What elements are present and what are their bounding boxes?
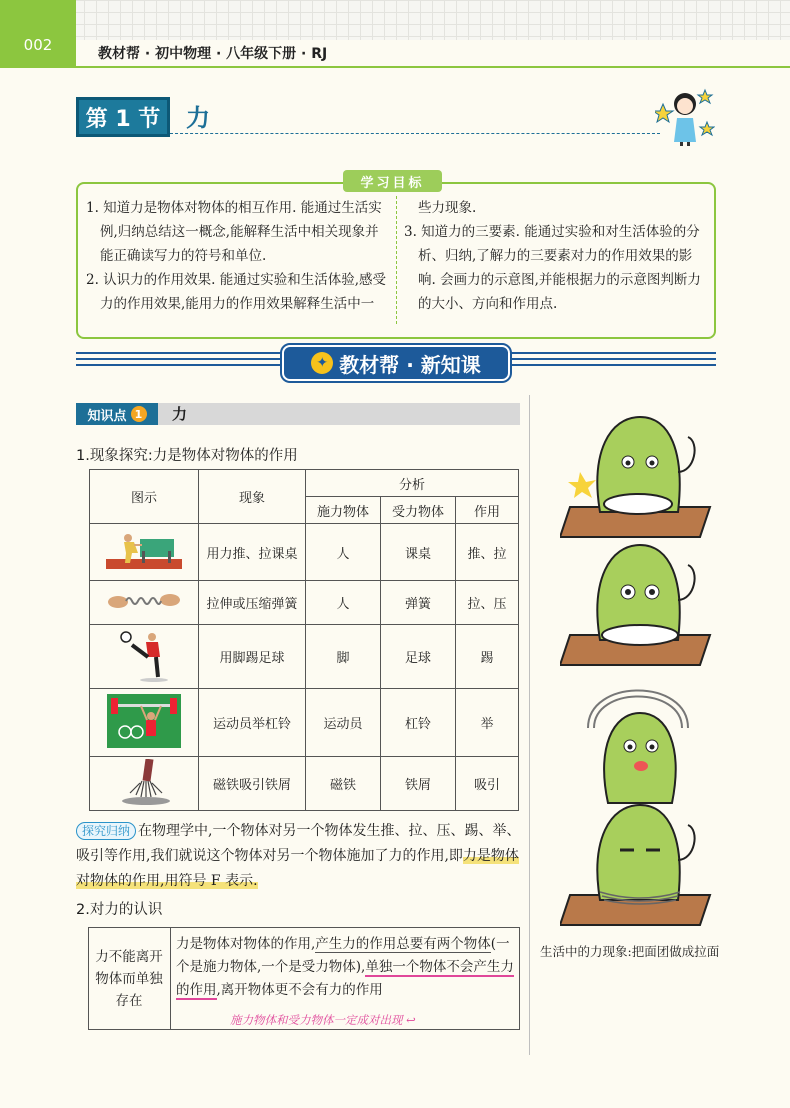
header-grid <box>0 0 790 40</box>
cartoon-girl-icon <box>655 84 715 146</box>
phenomenon-cell: 拉伸或压缩弹簧 <box>199 581 306 625</box>
goal-item: 2. 认识力的作用效果. 能通过实验和生活体验,感受力的作用效果,能用力的作用效果解释生活中一 <box>86 272 387 312</box>
effect-cell: 踢 <box>456 625 519 689</box>
phenomenon-table <box>89 469 519 811</box>
receiving-cell: 杠铃 <box>381 689 456 757</box>
header-exerting: 施力物体 <box>306 497 381 524</box>
understanding-label: 力不能离开物体而单独存在 <box>95 949 163 1009</box>
phenomenon-cell: 磁铁吸引铁屑 <box>199 757 306 811</box>
banner-text: 教材帮 · 新知课 <box>339 352 481 377</box>
picture-cell <box>90 625 199 689</box>
goals-left-column <box>86 196 392 316</box>
section-title: 力 <box>186 104 210 132</box>
table-row <box>90 524 519 581</box>
learning-goals-tag: 学习目标 <box>343 170 442 192</box>
summary-text: 在物理学中,一个物体对另一个物体发生推、拉、压、踢、举、吸引等作用,我们就说这个物体对另一个物体施加了力的作用,即 <box>76 823 521 864</box>
table-row <box>90 757 519 811</box>
table-row <box>90 581 519 625</box>
header-phenomenon: 现象 <box>199 470 306 524</box>
header-analysis: 分析 <box>306 470 519 497</box>
receiving-cell: 课桌 <box>381 524 456 581</box>
goals-right-column <box>404 196 708 316</box>
column-divider <box>529 395 530 1055</box>
effect-cell: 举 <box>456 689 519 757</box>
exerting-cell: 脚 <box>306 625 381 689</box>
subsection-heading: 2.对力的认识 <box>76 902 163 918</box>
receiving-cell: 弹簧 <box>381 581 456 625</box>
summary-highlight: 力是物体对物体的作用,用符号 F 表示. <box>76 848 519 889</box>
goals-divider <box>396 196 397 324</box>
text-part: (一个是施力物体,一个是受力物体), <box>176 936 510 975</box>
effect-cell: 拉、压 <box>456 581 519 625</box>
header-effect: 作用 <box>456 497 519 524</box>
inquiry-summary-tag: 探究归纳 <box>76 822 136 840</box>
picture-cell <box>90 524 199 581</box>
header-rule <box>76 66 790 68</box>
picture-cell <box>90 757 199 811</box>
phenomenon-cell: 用力推、拉课桌 <box>199 524 306 581</box>
noodle-cartoon-icon <box>568 668 718 808</box>
dough-cartoon-3-icon <box>560 800 720 930</box>
figure-caption: 生活中的力现象:把面团做成拉面 <box>540 944 720 959</box>
knowledge-point-number: 1 <box>131 406 147 422</box>
handwritten-note <box>230 1012 416 1028</box>
curved-arrow-icon: ↩ <box>406 1013 416 1027</box>
section-banner <box>282 345 510 381</box>
knowledge-point-label: 知识点 <box>87 408 127 424</box>
goal-item: 1. 知道力是物体对物体的相互作用. 能通过生活实例,归纳总结这一概念,能解释生活中相关现象并能正确读写力的符号和单位. <box>86 200 382 264</box>
book-title: 教材帮 · 初中物理 · 八年级下册 · RJ <box>98 46 328 62</box>
table-row <box>90 689 519 757</box>
table-row <box>90 625 519 689</box>
push-desk-picture-icon <box>106 531 182 569</box>
dough-cartoon-1-icon <box>560 412 720 542</box>
picture-cell <box>90 581 199 625</box>
underlined-text: 单独一个物体不会产生力的作用 <box>176 959 514 998</box>
understanding-divider <box>170 927 171 1030</box>
phenomenon-cell: 用脚踢足球 <box>199 625 306 689</box>
exerting-cell: 人 <box>306 581 381 625</box>
text-part: 力是物体对物体的作用, <box>176 936 316 952</box>
receiving-cell: 足球 <box>381 625 456 689</box>
knowledge-point-tag <box>76 403 158 425</box>
note-text: 施力物体和受力物体一定成对出现 <box>230 1013 403 1027</box>
picture-cell <box>90 689 199 757</box>
goal-item: 3. 知道力的三要素. 能通过实验和对生活体验的分析、归纳,了解力的三要素对力的作用效果的影响. 会画力的示意图,并能根据力的示意图判断力的大小、方向和作用点. <box>404 224 701 312</box>
knowledge-point-title: 力 <box>172 405 188 423</box>
inquiry-summary <box>76 819 526 894</box>
underlined-text: 产生力的作用总要有两个物体 <box>315 936 491 952</box>
magnet-picture-icon <box>114 759 174 805</box>
exerting-cell: 运动员 <box>306 689 381 757</box>
weightlifting-picture-icon <box>107 694 181 748</box>
section-label: 第 1 节 <box>76 97 170 137</box>
section-underline <box>170 133 660 135</box>
exerting-cell: 磁铁 <box>306 757 381 811</box>
exerting-cell: 人 <box>306 524 381 581</box>
phenomenon-cell: 运动员举杠铃 <box>199 689 306 757</box>
page-number: 002 <box>0 0 76 68</box>
text-part: ,离开物体更不会有力的作用 <box>216 982 383 998</box>
header-receiving: 受力物体 <box>381 497 456 524</box>
spring-picture-icon <box>106 590 182 612</box>
subsection-heading: 1.现象探究:力是物体对物体的作用 <box>76 448 298 464</box>
understanding-text <box>176 933 516 1002</box>
dough-cartoon-2-icon <box>560 540 720 670</box>
receiving-cell: 铁屑 <box>381 757 456 811</box>
effect-cell: 吸引 <box>456 757 519 811</box>
kick-ball-picture-icon <box>114 627 174 683</box>
lightbulb-icon: ✦ <box>311 352 333 374</box>
effect-cell: 推、拉 <box>456 524 519 581</box>
header-picture: 图示 <box>90 470 199 524</box>
goal-item: 些力现象. <box>418 200 477 216</box>
